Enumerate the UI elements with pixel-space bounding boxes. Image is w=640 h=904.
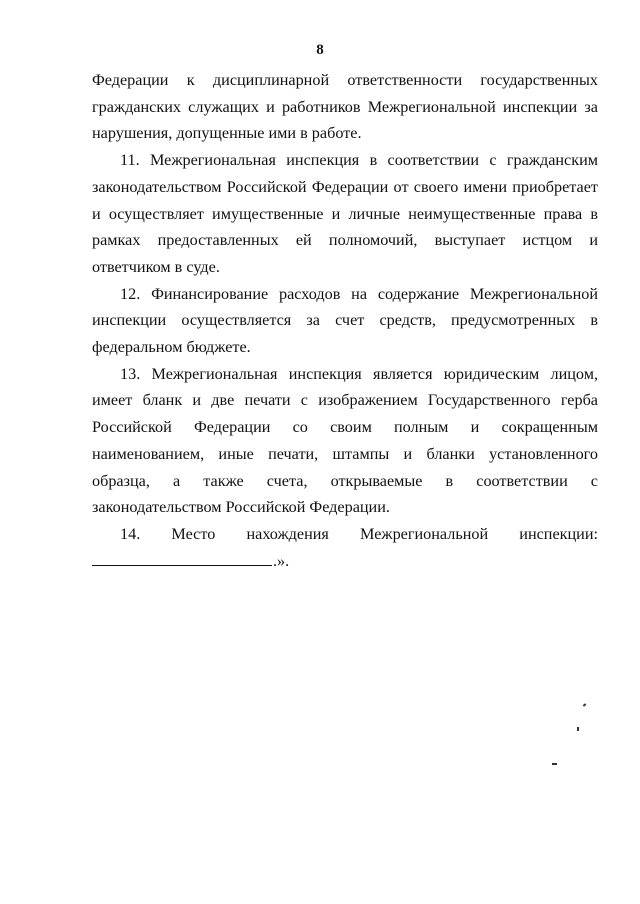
address-line-ending: .». xyxy=(273,551,290,570)
document-body xyxy=(92,67,598,574)
scan-artifact-mark xyxy=(552,763,557,765)
paragraph-continuation: Федерации к дисциплинарной ответственности государственных гражданских служащих и работников Межрегиональной инспекции за нарушения, допущенные ими в работе. xyxy=(92,71,598,143)
scan-artifact-mark xyxy=(583,703,587,706)
paragraph-13: 13. Межрегиональная инспекция является юридическим лицом, имеет бланк и две печати с изображением Государственного герба Российской Федерации со своим полным и сокращенным наименованием, иные печати, штампы и бланки установленного образца, а также счета, открываемые в соответствии с законодательством Российской Федерации. xyxy=(92,364,598,517)
page-number: 8 xyxy=(316,42,324,58)
paragraph-14: 14. Место нахождения Межрегиональной инспекции: xyxy=(120,524,598,543)
address-blank-line xyxy=(92,549,272,566)
paragraph-12: 12. Финансирование расходов на содержание Межрегиональной инспекции осуществляется за счет средств, предусмотренных в федеральном бюджете. xyxy=(92,284,598,357)
scan-artifact-mark xyxy=(577,727,579,731)
paragraph-11: 11. Межрегиональная инспекция в соответствии с гражданским законодательством Российской Федерации от своего имени приобретает и осуществляет имущественные и личные неимущественные права в рамках предоставленных ей полномочий, выступает истцом и ответчиком в суде. xyxy=(92,151,598,276)
paragraph-14-address xyxy=(92,548,598,575)
